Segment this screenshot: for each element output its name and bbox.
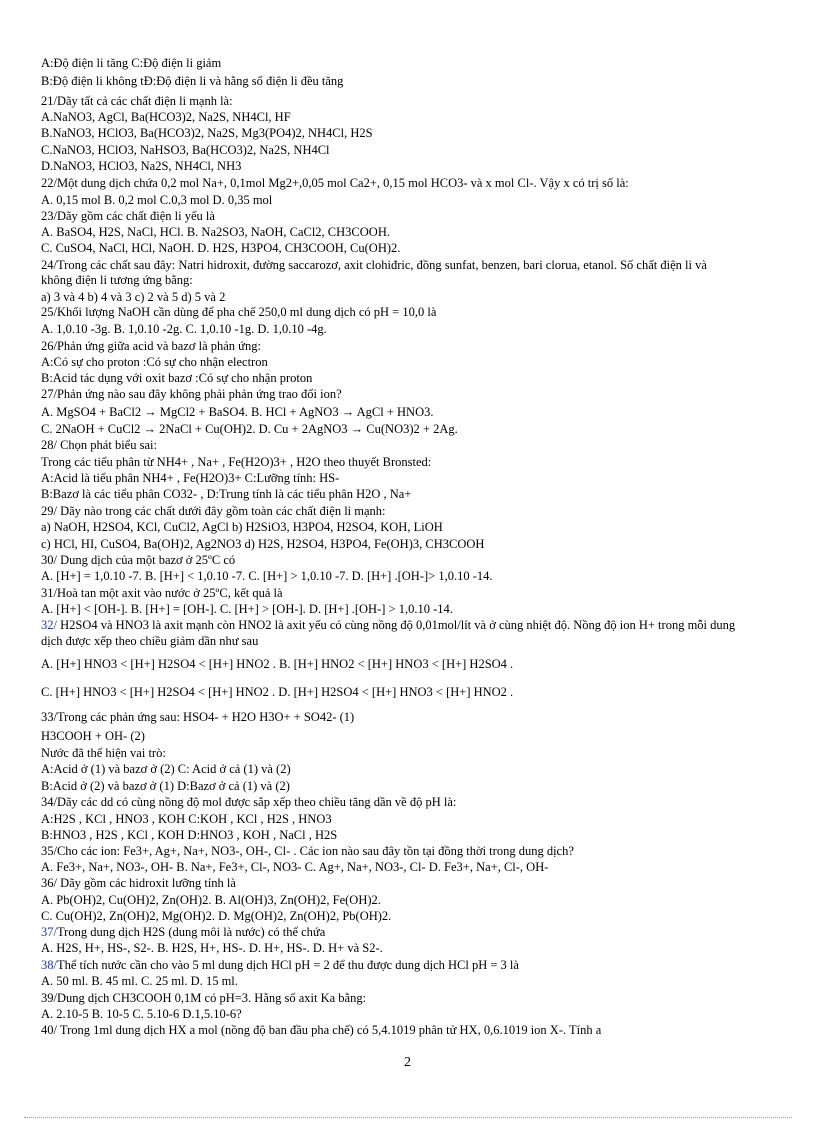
text-line: 29/ Dãy nào trong các chất dưới đây gồm toàn các chất điện li mạnh:: [41, 504, 386, 518]
text-line: A:Độ điện li tăng C:Độ điện li giảm: [41, 56, 222, 70]
text-line: C. Cu(OH)2, Zn(OH)2, Mg(OH)2. D. Mg(OH)2, Zn(OH)2, Pb(OH)2.: [41, 909, 392, 923]
text-line: A:Có sự cho proton :Có sự cho nhận electron: [41, 355, 268, 369]
text-line: A:H2S , KCl , HNO3 , KOH C:KOH , KCl , H2S , HNO3: [41, 812, 332, 826]
text-line: C. [H+] HNO3 < [H+] H2SO4 < [H+] HNO2 . D. [H+] H2SO4 < [H+] HNO3 < [H+] HNO2 .: [41, 685, 514, 699]
text-line: 30/ Dung dịch của một bazơ ở 25ºC có: [41, 553, 236, 567]
text-line: 37/Trong dung dịch H2S (dung môi là nước) có thể chứa: [41, 925, 326, 939]
text-line: 33/Trong các phản ứng sau: HSO4- + H2O H3O+ + SO42- (1): [41, 710, 355, 724]
text-line: A. [H+] = 1,0.10 -7. B. [H+] < 1,0.10 -7. C. [H+] > 1,0.10 -7. D. [H+] .[OH-]> 1,0.10 -14.: [41, 569, 493, 583]
text-line: 24/Trong các chất sau đây: Natri hidroxit, đường saccarozơ, axit clohiđric, đồng sunfat, benzen, bari clorua, etanol. Số chất điện li và: [41, 258, 707, 272]
text-line: 26/Phản ứng giữa acid và bazơ là phản ứng:: [41, 339, 261, 353]
text-line: 34/Dãy các dd có cùng nồng độ mol được sắp xếp theo chiều tăng dần về độ pH là:: [41, 795, 457, 809]
text-line: 36/ Dãy gồm các hidroxit lưỡng tính là: [41, 876, 236, 890]
text-line: C.NaNO3, HClO3, NaHSO3, Ba(HCO3)2, Na2S, NH4Cl: [41, 143, 330, 157]
text-line: 31/Hoà tan một axit vào nước ở 25ºC, kết quả là: [41, 586, 283, 600]
text-line: không điện li tương ứng bằng:: [41, 273, 193, 287]
text-line: A. Fe3+, Na+, NO3-, OH- B. Na+, Fe3+, Cl-, NO3- C. Ag+, Na+, NO3-, Cl- D. Fe3+, Na+, Cl-, OH-: [41, 860, 549, 874]
page-footer-divider: [24, 1117, 792, 1118]
text-line: 28/ Chọn phát biểu sai:: [41, 438, 157, 452]
text-line: a) 3 và 4 b) 4 và 3 c) 2 và 5 d) 5 và 2: [41, 290, 226, 304]
text-line: B:HNO3 , H2S , KCl , KOH D:HNO3 , KOH , NaCl , H2S: [41, 828, 338, 842]
text-line: a) NaOH, H2SO4, KCl, CuCl2, AgCl b) H2SiO3, H3PO4, H2SO4, KOH, LiOH: [41, 520, 443, 534]
text-line: 38/Thể tích nước cần cho vào 5 ml dung dịch HCl pH = 2 để thu được dung dịch HCl pH = 3 là: [41, 958, 519, 972]
text-line: A. H2S, H+, HS-, S2-. B. H2S, H+, HS-. D. H+, HS-. D. H+ và S2-.: [41, 941, 383, 955]
text-line: C. 2NaOH + CuCl2 → 2NaCl + Cu(OH)2. D. Cu + 2AgNO3 → Cu(NO3)2 + 2Ag.: [41, 422, 458, 436]
text-line: 32/ H2SO4 và HNO3 là axit mạnh còn HNO2 là axit yếu có cùng nồng độ 0,01mol/lít và ở cùng nhiệt độ. Nồng độ ion H+ trong mỗi dung: [41, 618, 736, 632]
text-line: C. CuSO4, NaCl, HCl, NaOH. D. H2S, H3PO4, CH3COOH, Cu(OH)2.: [41, 241, 401, 255]
text-line: A. BaSO4, H2S, NaCl, HCl. B. Na2SO3, NaOH, CaCl2, CH3COOH.: [41, 225, 390, 239]
question-number: 37/: [41, 925, 57, 939]
text-line: 23/Dãy gồm các chất điện li yếu là: [41, 209, 215, 223]
text-line: A. MgSO4 + BaCl2 → MgCl2 + BaSO4. B. HCl + AgNO3 → AgCl + HNO3.: [41, 405, 434, 419]
text-line: A. [H+] < [OH-]. B. [H+] = [OH-]. C. [H+] > [OH-]. D. [H+] .[OH-] > 1,0.10 -14.: [41, 602, 453, 616]
text-line: 22/Một dung dịch chứa 0,2 mol Na+, 0,1mol Mg2+,0,05 mol Ca2+, 0,15 mol HCO3- và x mol Cl-. Vậy x có trị số là:: [41, 176, 629, 190]
text-line: 40/ Trong 1ml dung dịch HX a mol (nồng độ ban đầu pha chế) có 5,4.1019 phân tử HX, 0,6.1019 ion X-. Tính a: [41, 1023, 602, 1037]
text-line: A:Acid ở (1) và bazơ ở (2) C: Acid ở cả (1) và (2): [41, 762, 291, 776]
text-line: A. 50 ml. B. 45 ml. C. 25 ml. D. 15 ml.: [41, 974, 238, 988]
question-number: 32/: [41, 618, 57, 632]
text-line: A. [H+] HNO3 < [H+] H2SO4 < [H+] HNO2 . B. [H+] HNO2 < [H+] HNO3 < [H+] H2SO4 .: [41, 657, 514, 671]
text-line: B:Độ điện li không tĐ:Độ điện li và hằng số điện li đều tăng: [41, 74, 344, 88]
question-number: 38/: [41, 958, 57, 972]
text-line: 35/Cho các ion: Fe3+, Ag+, Na+, NO3-, OH-, Cl- . Các ion nào sau đây tồn tại đồng thời trong dung dịch?: [41, 844, 574, 858]
text-line: 39/Dung dịch CH3COOH 0,1M có pH=3. Hằng số axit Ka bằng:: [41, 991, 367, 1005]
text-line: B:Acid tác dụng với oxit bazơ :Có sự cho nhận proton: [41, 371, 313, 385]
text-line: B.NaNO3, HClO3, Ba(HCO3)2, Na2S, Mg3(PO4)2, NH4Cl, H2S: [41, 126, 373, 140]
text-line: A. Pb(OH)2, Cu(OH)2, Zn(OH)2. B. Al(OH)3, Zn(OH)2, Fe(OH)2.: [41, 893, 381, 907]
text-line: dịch được xếp theo chiều giảm dần như sau: [41, 634, 259, 648]
text-line: Nước đã thể hiện vai trò:: [41, 746, 166, 760]
text-line: A. 1,0.10 -3g. B. 1,0.10 -2g. C. 1,0.10 -1g. D. 1,0.10 -4g.: [41, 322, 327, 336]
text-line: D.NaNO3, HClO3, Na2S, NH4Cl, NH3: [41, 159, 242, 173]
text-line: B:Acid ở (2) và bazơ ở (1) D:Bazơ ở cả (1) và (2): [41, 779, 290, 793]
text-line: H3COOH + OH- (2): [41, 729, 145, 743]
text-line: 21/Dãy tất cả các chất điện li mạnh là:: [41, 94, 233, 108]
text-line: B:Bazơ là các tiểu phân CO32- , D:Trung tính là các tiểu phân H2O , Na+: [41, 487, 412, 501]
text-line: c) HCl, HI, CuSO4, Ba(OH)2, Ag2NO3 d) H2S, H2SO4, H3PO4, Fe(OH)3, CH3COOH: [41, 537, 485, 551]
text-line: A.NaNO3, AgCl, Ba(HCO3)2, Na2S, NH4Cl, HF: [41, 110, 291, 124]
text-line: A. 2.10-5 B. 10-5 C. 5.10-6 D.1,5.10-6?: [41, 1007, 242, 1021]
text-line: 27/Phản ứng nào sau đây không phải phản ứng trao đổi ion?: [41, 387, 342, 401]
text-line: A. 0,15 mol B. 0,2 mol C.0,3 mol D. 0,35 mol: [41, 193, 273, 207]
text-line: A:Acid là tiểu phân NH4+ , Fe(H2O)3+ C:Lưỡng tính: HS-: [41, 471, 340, 485]
text-line: Trong các tiểu phân từ NH4+ , Na+ , Fe(H2O)3+ , H2O theo thuyết Bronsted:: [41, 455, 432, 469]
text-line: 25/Khối lượng NaOH cần dùng để pha chế 250,0 ml dung dịch có pH = 10,0 là: [41, 305, 437, 319]
page-number: 2: [404, 1055, 411, 1070]
